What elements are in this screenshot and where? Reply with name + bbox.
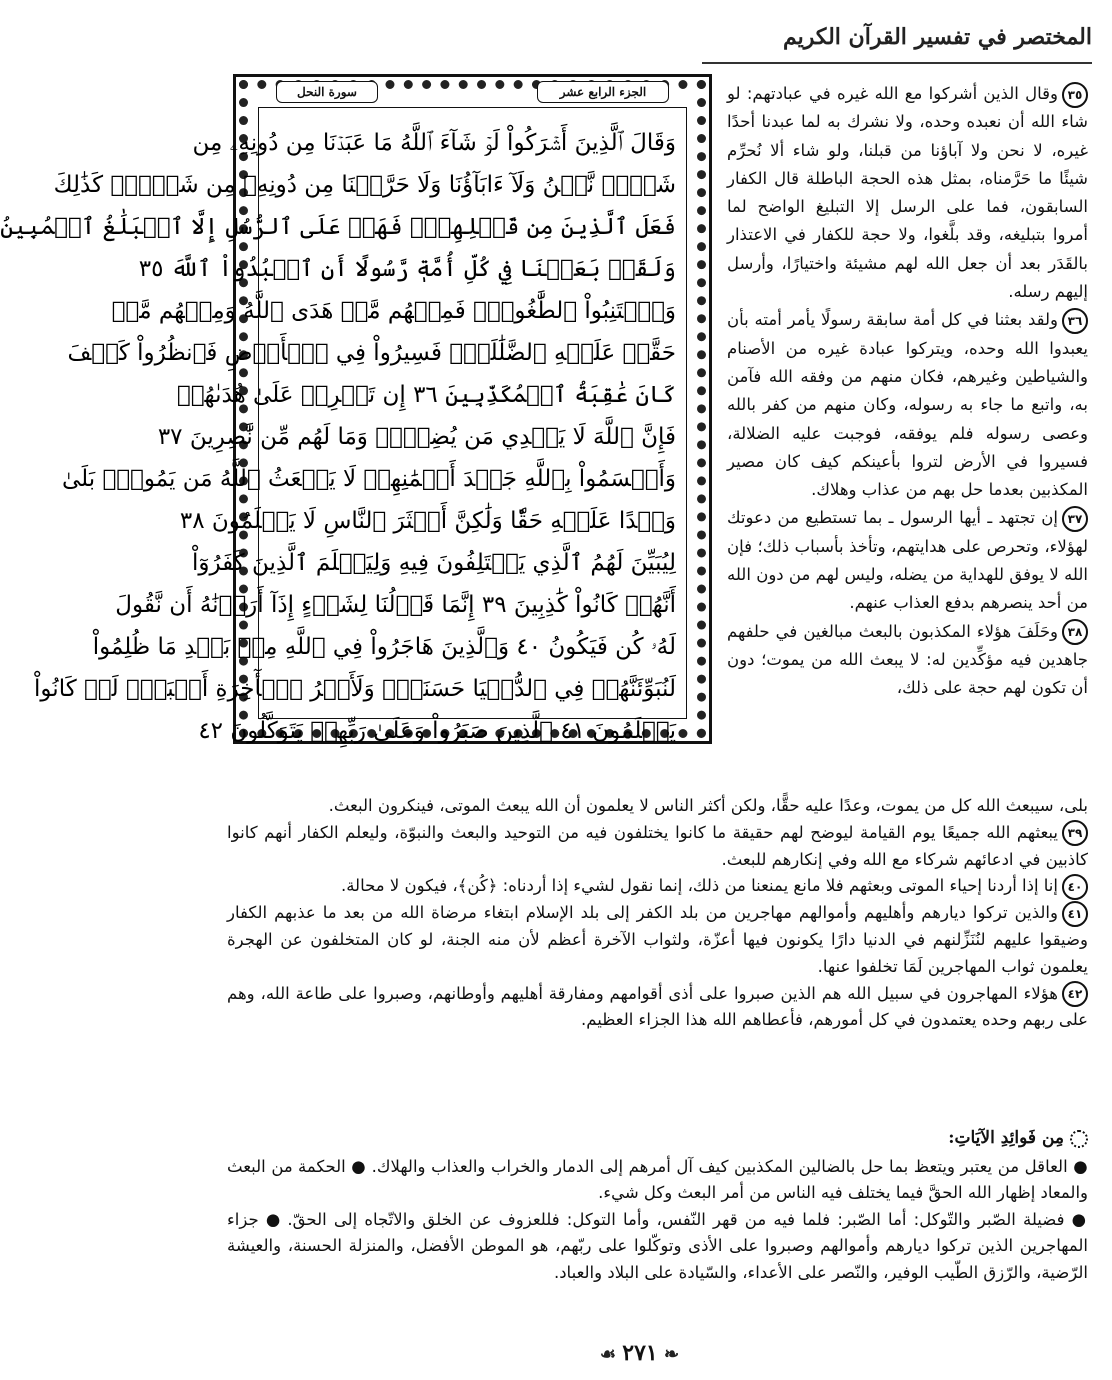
quran-line: لَهُۥ كُن فَيَكُونُ ٤٠ وَٱلَّذِينَ هَاجَرُواْ فِي ٱللَّهِ مِنۢ بَعۡدِ مَا ظُلِمُواْ: [92, 634, 676, 660]
tafsir-paragraph: [727, 504, 1088, 617]
benefits-heading-text: مِن فَوائِدِ الآيَاتِ:: [948, 1128, 1064, 1148]
running-title: المختصر في تفسير القرآن الكريم: [783, 24, 1092, 50]
page-header: [187, 18, 1092, 64]
verse-number-badge: ٤٠: [1062, 874, 1088, 900]
quran-line: لَنُبَوِّئَنَّهُمۡ فِي ٱلدُّنۡيَا حَسَنَةٗۖ وَلَأَجۡرُ ٱلۡأٓخِرَةِ أَكۡبَرُۚ لَوۡ كَانُواْ: [34, 676, 676, 702]
tafsir-text: يبعثهم الله جميعًا يوم القيامة ليوضح لهم حقيقة ما كانوا يختلفون فيه من التوحيد والبعث والنبوّة، وليعلم الكفار أنهم كانوا كاذبين في ادعائهم شركاء مع الله وفي إنكارهم للبعث.: [227, 822, 1088, 869]
benefit-item: الحكمة من البعث والمعاد إظهار الله الحقَّ فيما يختلف فيه الناس من أمر البعث وكل شيء.: [227, 1156, 1088, 1202]
verse-number-badge: ٣٦: [1062, 308, 1088, 334]
quran-line: فَعَلَ ٱلَّذِينَ مِن قَبۡلِهِمۡۚ فَهَلۡ عَلَى ٱلرُّسُلِ إِلَّا ٱلۡبَلَٰغُ ٱلۡمُبِينُ: [0, 214, 676, 240]
tafsir-continuation: بلى، سيبعث الله كل من يموت، وعدًا عليه حقًّا، ولكن أكثر الناس لا يعلمون أن الله يبعث الموتى، فينكرون البعث.: [328, 796, 1088, 815]
tafsir-paragraph: [227, 981, 1088, 1035]
tafsir-paragraph: [227, 820, 1088, 874]
quran-line: كَانَ عَٰقِبَةُ ٱلۡمُكَذِّبِينَ ٣٦ إِن تَحۡرِصۡ عَلَىٰ هُدَىٰهُمۡ: [176, 382, 676, 408]
benefit-item: جزاء المهاجرين الذين تركوا ديارهم وأموالهم وصبروا على الأذى وتوكّلوا على ربّهم، هو الموطن الأفضل، والمنزلة الحسنة، والعيشة الرّضية، والرّزق الطّيب الوفير، والنّصر على الأعداء، والسّيادة على البلاد والعباد.: [227, 1209, 1088, 1282]
tafsir-side-column: [727, 80, 1088, 703]
benefits-list: [227, 1154, 1088, 1287]
surah-label: سورة النحل: [276, 81, 378, 103]
tafsir-paragraph: [727, 618, 1088, 703]
benefit-item: العاقل من يعتبر ويتعظ بما حل بالضالين المكذبين كيف آل أمرهم إلى الدمار والخراب والعذاب والهلاك.: [371, 1156, 1068, 1176]
quran-line: وَلَقَدۡ بَعَثۡنَا فِي كُلِّ أُمَّةٖ رَّسُولًا أَنِ ٱعۡبُدُواْ ٱللَّهَ ٣٥: [138, 256, 676, 282]
verse-number-badge: ٣٥: [1062, 82, 1088, 108]
footer-ornament-icon: ☙: [599, 1344, 623, 1365]
quran-line: شَيۡءٖ نَّحۡنُ وَلَآ ءَابَآؤُنَا وَلَا حَرَّمۡنَا مِن دُونِهِۦ مِن شَيۡءٖۚ كَذَٰلِكَ: [53, 172, 676, 198]
verse-number-badge: ٣٧: [1062, 506, 1088, 532]
footer-ornament-icon: ❧: [657, 1344, 680, 1365]
tafsir-text: وحَلَفَ هؤلاء المكذبون بالبعث مبالغين في حلفهم جاهدين فيه مؤكِّدين له: لا يبعث الله من يموت؛ دون أن تكون لهم حجة على ذلك،: [727, 621, 1088, 698]
quran-line: يَعۡلَمُونَ ٤١ ٱلَّذِينَ صَبَرُواْ وَعَلَىٰ رَبِّهِمۡ يَتَوَكَّلُونَ ٤٢: [198, 718, 676, 744]
verse-number-badge: ٣٨: [1062, 619, 1088, 645]
quran-text-area: [0, 107, 687, 744]
mushaf-frame: [0, 74, 712, 744]
page-number: ٢٧١: [622, 1340, 658, 1366]
tafsir-paragraph: [227, 900, 1088, 980]
quran-line: أَنَّهُمۡ كَانُواْ كَٰذِبِينَ ٣٩ إِنَّمَا قَوۡلُنَا لِشَيۡءٍ إِذَآ أَرَدۡنَٰهُ أَن نَّقُولَ: [115, 592, 676, 618]
tafsir-text: وقال الذين أشركوا مع الله غيره في عبادتهم: لو شاء الله أن نعبده وحده، ولا نشرك به لما عبدنا أحدًا غيره، لا نحن ولا آباؤنا من قبلنا، ولو شاء ألا نُحرِّم شيئًا ما حَرَّمناه، بمثل هذه الحجة الباطلة قال الكفار السابقون، فما على الرسل إلا التبليغ الواضح لما أمروا بتبليغه، وقد بلَّغوا، ولا حجة للكفار في الاعتذار بالقَدَر بعد أن جعل الله لهم مشيئة واختيارًا، وأرسل إليهم رسله.: [727, 84, 1088, 302]
tafsir-text: إن تجتهد ـ أيها الرسول ـ بما تستطيع من دعوتك لهؤلاء، وتحرص على هدايتهم، وتأخذ بأسباب ذلك؛ فإن الله لا يوفق للهداية من يضله، وليس لهم من دون الله من أحد ينصرهم بدفع العذاب عنهم.: [727, 508, 1088, 613]
verse-number-badge: ٤٢: [1062, 981, 1088, 1007]
quran-line: فَإِنَّ ٱللَّهَ لَا يَهۡدِي مَن يُضِلُّۖ وَمَا لَهُم مِّن نَّٰصِرِينَ ٣٧: [157, 424, 676, 450]
benefit-item: فضيلة الصّبر والتّوكل: أما الصّبر: فلما فيه من قهر النّفس، وأما التوكل: فللعزوف عن الخلق والاتّجاه إلى الحقّ.: [287, 1209, 1065, 1229]
quran-line: حَقَّتۡ عَلَيۡهِ ٱلضَّلَٰلَةُۚ فَسِيرُواْ فِي ٱلۡأَرۡضِ فَٱنظُرُواْ كَيۡفَ: [67, 340, 676, 366]
quran-line: وَٱجۡتَنِبُواْ ٱلطَّٰغُوتَۖ فَمِنۡهُم مَّنۡ هَدَى ٱللَّهُ وَمِنۡهُم مَّنۡ: [111, 298, 676, 324]
tafsir-text: ولقد بعثنا في كل أمة سابقة رسولًا يأمر أمته بأن يعبدوا الله وحده، ويتركوا عبادة غيره من الأصنام والشياطين وغيرهم، فكان منهم من وفقه الله فآمن به، واتبع ما جاء به رسوله، وكان منهم من كفر بالله وعصى رسوله فلم يوفقه، فوجبت عليه الضلالة، فسيروا في الأرض لتروا بأعينكم كيف كان مصير المكذبين بعدما حل بهم من عذاب وهلاك.: [727, 310, 1088, 500]
header-rule: [702, 62, 1092, 64]
tafsir-paragraph: [727, 80, 1088, 306]
quran-line: لِيُبَيِّنَ لَهُمُ ٱلَّذِي يَخۡتَلِفُونَ فِيهِ وَلِيَعۡلَمَ ٱلَّذِينَ كَفَرُوٓاْ: [191, 550, 676, 576]
page-footer: [167, 1340, 1112, 1366]
tafsir-paragraph: [227, 873, 1088, 900]
quran-line: وَعۡدًا عَلَيۡهِ حَقّٗا وَلَٰكِنَّ أَكۡثَرَ ٱلنَّاسِ لَا يَعۡلَمُونَ ٣٨: [179, 508, 676, 534]
bullet-icon: ●: [1064, 1209, 1088, 1229]
verse-number-badge: ٣٩: [1062, 820, 1088, 846]
quran-lines: [0, 122, 676, 744]
tafsir-paragraph: [727, 306, 1088, 504]
quran-line: وَأَقۡسَمُواْ بِٱللَّهِ جَهۡدَ أَيۡمَٰنِهِمۡ لَا يَبۡعَثُ ٱللَّهُ مَن يَمُوتُۚ بَلَىٰ: [61, 466, 676, 492]
juz-label: الجزء الرابع عشر: [537, 81, 669, 103]
quran-line: وَقَالَ ٱلَّذِينَ أَشۡرَكُواْ لَوۡ شَآءَ ٱللَّهُ مَا عَبَدۡنَا مِن دُونِهِۦ مِن: [192, 130, 676, 156]
tafsir-text: والذين تركوا ديارهم وأهليهم وأموالهم مهاجرين من بلد الكفر إلى بلد الإسلام ابتغاء مرضاة الله من بعد ما عذبهم الكفار وضيقوا عليهم لنُنَزِّلنهم في الدنيا دارًا يكونون فيها أعزّة، ولثواب الآخرة أعظم لأن منه الجنة، لو كان المتخلفون عن الهجرة يعلمون ثواب المهاجرين لَمَا تخلفوا عنها.: [227, 903, 1088, 976]
benefits-section: [227, 1125, 1088, 1286]
bullet-icon: ●: [258, 1209, 281, 1229]
tafsir-full-width: [227, 793, 1088, 1034]
rosette-icon: [1070, 1130, 1088, 1148]
tafsir-text: إنا إذا أردنا إحياء الموتى وبعثهم فلا مانع يمنعنا من ذلك، إنما نقول لشيء إذا أردناه: ﴿كُن﴾، فيكون لا محالة.: [340, 876, 1058, 896]
tafsir-text: هؤلاء المهاجرون في سبيل الله هم الذين صبروا على أذى أقوامهم ومفارقة أهليهم وأوطانهم، وصبروا على طاعة الله، وهم على ربهم وحده يعتمدون في كل أمورهم، فأعطاهم الله هذا الجزاء العظيم.: [227, 983, 1088, 1030]
benefits-heading: [227, 1125, 1088, 1152]
bullet-icon: ●: [1067, 1156, 1088, 1176]
verse-number-badge: ٤١: [1062, 901, 1088, 927]
bullet-icon: ●: [345, 1156, 367, 1176]
